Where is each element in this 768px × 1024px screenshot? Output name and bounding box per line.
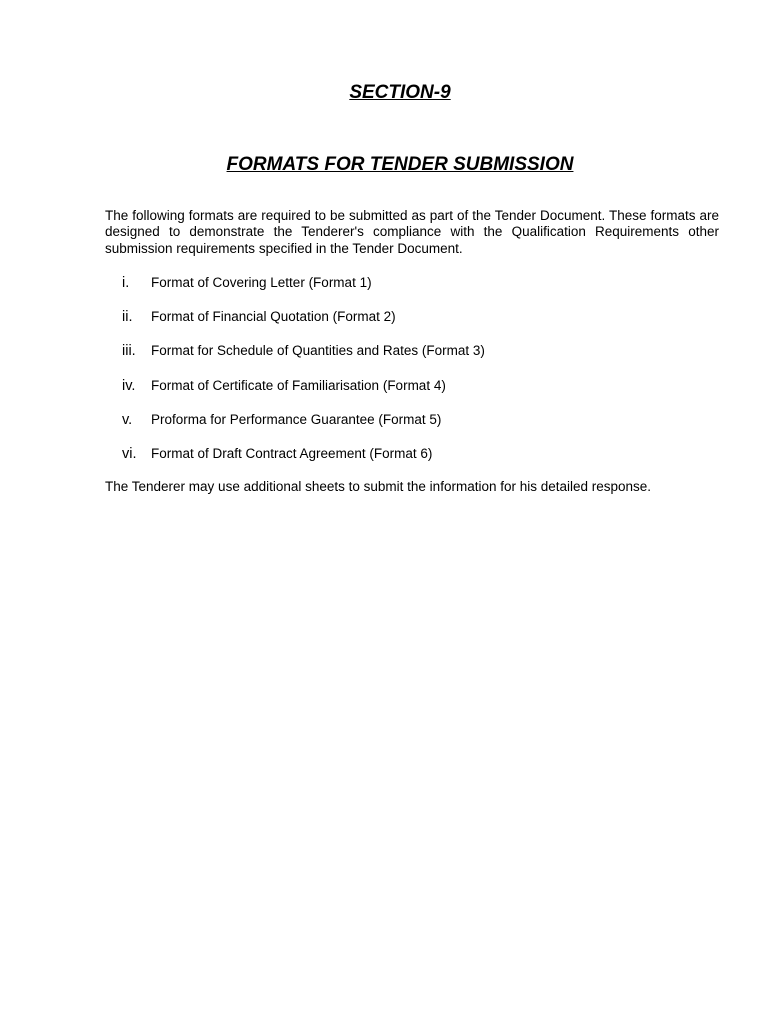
list-item [105, 307, 719, 341]
list-numeral: vi. [122, 445, 137, 462]
document-heading: FORMATS FOR TENDER SUBMISSION [226, 154, 574, 175]
list-item-text: Format of Certificate of Familiarisation (Format 4) [151, 377, 446, 393]
formats-list [105, 273, 719, 478]
list-item-text: Format of Financial Quotation (Format 2) [151, 309, 396, 325]
list-item-text: Proforma for Performance Guarantee (Format 5) [151, 411, 442, 427]
intro-paragraph: The following formats are required to be submitted as part of the Tender Document. These formats are designed to demonstrate the Tenderer's compliance with the Qualification Requirements other submission requirements specified in the Tender Document. [105, 208, 719, 256]
list-numeral: iii. [122, 343, 136, 360]
section-title: SECTION-9 [349, 82, 451, 103]
list-item [105, 444, 719, 478]
list-numeral: i. [122, 275, 130, 291]
list-item [105, 410, 719, 444]
list-item-text: Format for Schedule of Quantities and Rates (Format 3) [151, 343, 485, 359]
list-item-text: Format of Covering Letter (Format 1) [151, 275, 372, 290]
closing-paragraph: The Tenderer may use additional sheets to submit the information for his detailed response. [105, 479, 652, 494]
list-item-text: Format of Draft Contract Agreement (Format 6) [151, 445, 433, 461]
list-numeral: v. [122, 411, 133, 428]
list-item [105, 376, 719, 410]
list-item [105, 273, 719, 307]
list-item [105, 341, 719, 375]
list-numeral: iv. [122, 377, 136, 394]
list-numeral: ii. [122, 309, 133, 326]
